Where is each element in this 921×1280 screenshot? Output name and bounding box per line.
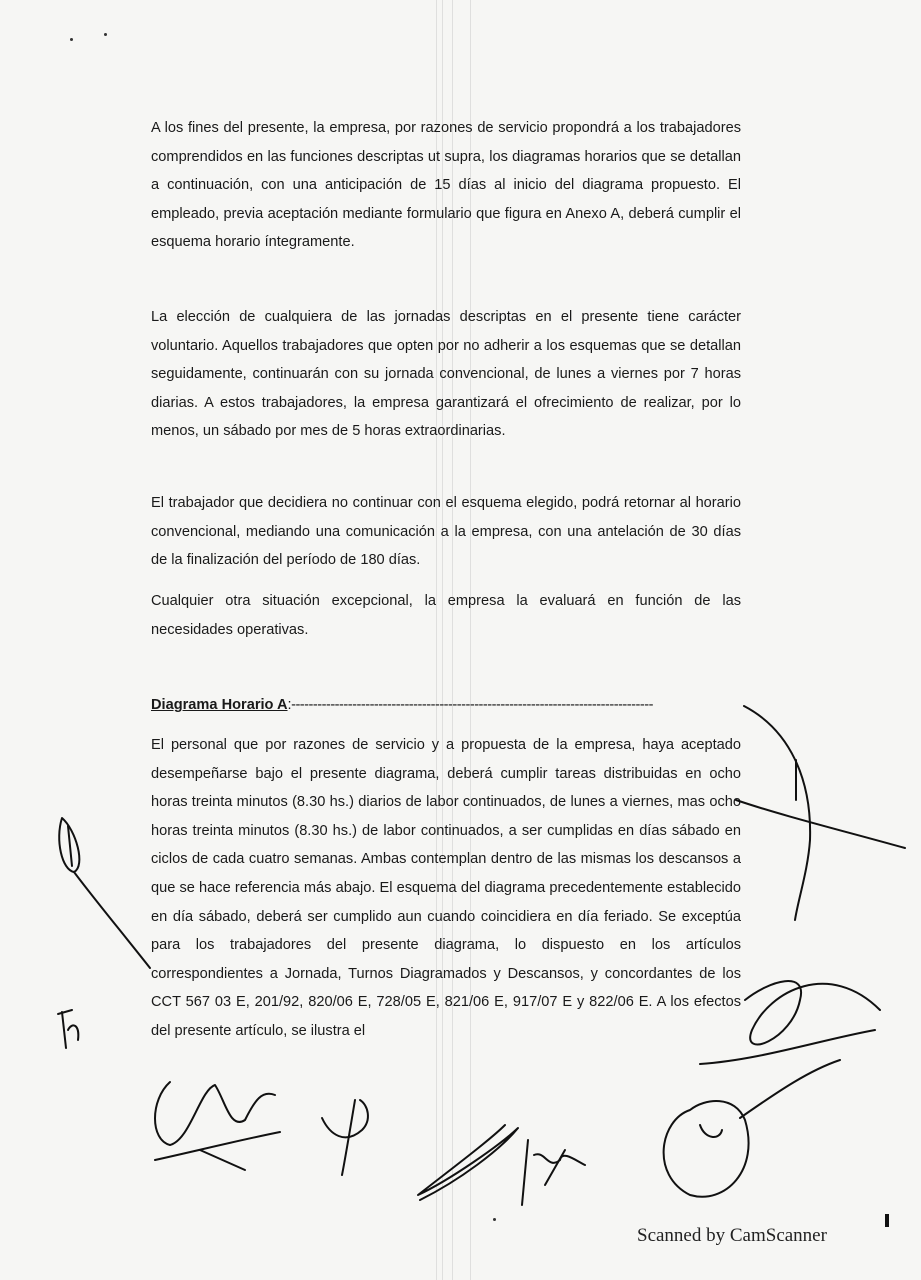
paragraph-3: El trabajador que decidiera no continuar con el esquema elegido, podrá retornar al horario convencional, mediando una comunicación a la empresa, con una antelación de 30 días de la finalización del período de 180 días. [151, 495, 741, 569]
signature-right-top [736, 706, 905, 920]
section-heading-rule: :----------------------------------------------------------------------------------- [287, 697, 653, 713]
scanner-watermark: Scanned by CamScanner [637, 1225, 827, 1246]
section-body: El personal que por razones de servicio y a propuesta de la empresa, haya aceptado desempeñarse bajo el presente diagrama, deberá cumplir tareas distribuidas en ocho horas treinta minutos (8.30 hs.) diarios de labor continuados, de lunes a viernes, mas ocho horas treinta minutos (8.30 hs.) de labor continuados, a ser cumplidas en días sábado en ciclos de cada cuatro semanas. Ambas contemplan dentro de las mismas los descansos a que se hace referencia más abajo. El esquema del diagrama precedentemente establecido en día sábado, deberá ser cumplido aun cuando coincidiera en día feriado. Se exceptúa para los trabajadores del presente diagrama, lo dispuesto en los artículos correspondientes a Jornada, Turnos Diagramados y Descansos, y concordantes de los CCT 567 03 E, 201/92, 820/06 E, 728/05 E, 821/06 E, 917/07 E y 822/06 E. A los efectos del presente artículo, se ilustra el [151, 737, 741, 1039]
section-heading-title: Diagrama Horario A [151, 697, 288, 713]
initials-margin [58, 1010, 78, 1048]
paragraph-2: La elección de cualquiera de las jornadas descriptas en el presente tiene carácter voluntario. Aquellos trabajadores que opten por no adherir a los esquemas que se detallan seguidamente, continuarán con su jornada convencional, de lunes a viernes por 7 horas diarias. A estos trabajadores, la empresa garantizará el ofrecimiento de realizar, por lo menos, un sábado por mes de 5 horas extraordinarias. [151, 309, 741, 440]
paragraph-4: Cualquier otra situación excepcional, la empresa la evaluará en función de las necesidades operativas. [151, 593, 741, 638]
signature-bottom-4 [522, 1140, 585, 1205]
signature-left-margin [59, 818, 150, 968]
scan-mark [885, 1214, 889, 1227]
signature-bottom-5 [664, 1060, 840, 1197]
signature-bottom-2 [322, 1100, 368, 1175]
signature-bottom-3 [418, 1125, 518, 1200]
signature-right-middle [700, 981, 880, 1064]
signature-bottom-1 [155, 1082, 280, 1170]
paragraph-1: A los fines del presente, la empresa, por razones de servicio propondrá a los trabajadores comprendidos en las funciones descriptas ut supra, los diagramas horarios que se detallan a continuación, con una anticipación de 15 días al inicio del diagrama propuesto. El empleado, previa aceptación mediante formulario que figura en Anexo A, deberá cumplir el esquema horario íntegramente. [151, 120, 741, 251]
